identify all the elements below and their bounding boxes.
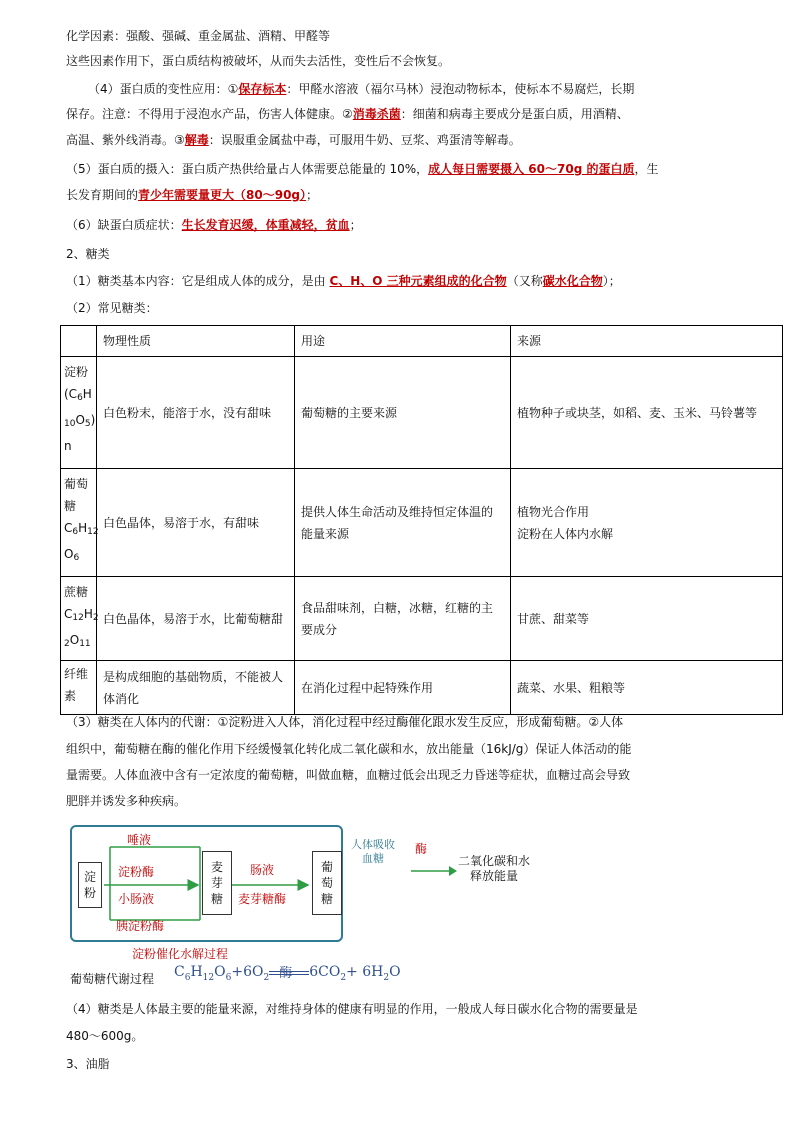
keyword-detox: 解毒 — [184, 133, 209, 147]
row-prop-cell: 是构成细胞的基础物质，不能被人体消化 — [97, 661, 295, 715]
label-enzyme: 酶 — [415, 842, 428, 856]
text-protein-intake-1: （5）蛋白质的摄入：蛋白质产热供给量占人体需要总能量的 10%，成人每日需要摄入 60～70g 的蛋白质，生 — [66, 162, 659, 176]
label-salivary-amylase: 淀粉酶 — [118, 865, 155, 879]
arrow-to-result — [409, 863, 459, 879]
table-header-cell — [61, 326, 97, 357]
keyword-teen-intake: 青少年需要量更大（80～90g） — [138, 188, 307, 202]
text-denature-app-2: 保存。注意：不得用于浸泡水产品，伤害人体健康。②消毒杀菌：细菌和病毒主要成分是蛋白质，用酒精、 — [66, 107, 629, 121]
text-protein-intake-2: 长发育期间的青少年需要量更大（80～90g）； — [66, 188, 319, 202]
keyword-adult-intake: 成人每日需要摄入 60～70g 的蛋白质 — [428, 162, 635, 176]
table-row — [61, 661, 783, 715]
box-starch: 淀粉 — [78, 862, 102, 908]
row-source-cell: 植物种子或块茎，如稻、麦、玉米、马铃薯等 — [511, 357, 783, 469]
row-prop-cell: 白色晶体，易溶于水，比葡萄糖甜 — [97, 577, 295, 661]
sugar-table — [60, 325, 783, 715]
text-main-energy-2: 480～600g。 — [66, 1029, 144, 1043]
text-denature-app-1: （4）蛋白质的变性应用：①保存标本：甲醛水溶液（福尔马林）浸泡动物标本，使标本不易腐烂，长期 — [88, 82, 635, 96]
label-maltase: 麦芽糖酶 — [238, 892, 287, 906]
starch-hydrolysis-diagram — [70, 825, 343, 942]
text-protein-deficiency: （6）缺蛋白质症状：生长发育迟缓，体重减轻，贫血； — [66, 218, 362, 232]
text-denature-app-3: 高温、紫外线消毒。③解毒：误服重金属盐中毒，可服用牛奶、豆浆、鸡蛋清等解毒。 — [66, 133, 521, 147]
text-denature-effect: 这些因素作用下，蛋白质结构被破坏，从而失去活性，变性后不会恢复。 — [66, 54, 451, 68]
row-use-cell: 提供人体生命活动及维持恒定体温的能量来源 — [295, 469, 511, 577]
label-intestinal-juice: 肠液 — [250, 863, 275, 877]
text-chem-factors: 化学因素：强酸、强碱、重金属盐、酒精、甲醛等 — [66, 29, 331, 43]
row-prop-cell: 白色晶体，易溶于水，有甜味 — [97, 469, 295, 577]
label-glucose-metabolism: 葡萄糖代谢过程 — [70, 972, 155, 986]
metabolism-equation: $C_6H_{12}O_6+6O_2$ 酶 $6CO_2+ 6H_2O$ — [174, 964, 401, 983]
row-source-cell: 植物光合作用 淀粉在人体内水解 — [511, 469, 783, 577]
row-name-cell: 葡萄 糖 $C_6H_{12}$ $O_6$ — [61, 469, 97, 577]
text-metabolism-4: 肥胖并诱发多种疾病。 — [66, 794, 187, 808]
text-sugar-basics: （1）糖类基本内容：它是组成人体的成分，是由 C、H、O 三种元素组成的化合物（又称碳水化合物）； — [66, 274, 621, 288]
keyword-preserve-specimen: 保存标本 — [238, 82, 287, 96]
table-row — [61, 469, 783, 577]
box-glucose: 葡萄糖 — [312, 851, 342, 915]
row-use-cell: 在消化过程中起特殊作用 — [295, 661, 511, 715]
text-common-sugars: （2）常见糖类： — [66, 301, 158, 315]
keyword-disinfect: 消毒杀菌 — [352, 107, 401, 121]
text-metabolism-2: 组织中，葡萄糖在酶的催化作用下经缓慢氧化转化成二氧化碳和水，放出能量（16kJ/g）保证人体活动的能 — [66, 742, 632, 756]
keyword-cho-compound: C、H、O 三种元素组成的化合物 — [329, 274, 507, 288]
text-main-energy-1: （4）糖类是人体最主要的能量来源，对维持身体的健康有明显的作用，一般成人每日碳水化合物的需要量是 — [66, 1002, 638, 1016]
row-source-cell: 甘蔗、甜菜等 — [511, 577, 783, 661]
row-use-cell: 葡萄糖的主要来源 — [295, 357, 511, 469]
heading-fats: 3、油脂 — [66, 1057, 110, 1071]
table-header-cell: 用途 — [295, 326, 511, 357]
label-body-absorb: 人体吸收 血糖 — [351, 838, 395, 865]
heading-sugars: 2、糖类 — [66, 247, 110, 261]
table-row — [61, 357, 783, 469]
text-metabolism-1: （3）糖类在人体内的代谢：①淀粉进入人体，消化过程中经过酶催化跟水发生反应，形成葡萄糖。②人体 — [66, 715, 624, 729]
text-metabolism-3: 量需要。人体血液中含有一定浓度的葡萄糖，叫做血糖，血糖过低会出现乏力昏迷等症状，血糖过高会导致 — [66, 768, 631, 782]
row-name-cell: 淀粉 ($C_6H$ $_{10}O_5$) n — [61, 357, 97, 469]
row-name-cell: 蔗糖 $C_{12}H_2$ $_2O_{11}$ — [61, 577, 97, 661]
table-header-row — [61, 326, 783, 357]
table-row — [61, 577, 783, 661]
row-name-cell: 纤维 素 — [61, 661, 97, 715]
keyword-deficiency-symptoms: 生长发育迟缓，体重减轻，贫血 — [181, 218, 350, 232]
table-header-cell: 物理性质 — [97, 326, 295, 357]
equation-enzyme: 酶 — [279, 966, 293, 981]
label-saliva: 唾液 — [127, 833, 152, 847]
keyword-carbohydrate: 碳水化合物 — [542, 274, 603, 288]
row-source-cell: 蔬菜、水果、粗粮等 — [511, 661, 783, 715]
label-small-intestine: 小肠液 — [118, 892, 155, 906]
diagram-caption: 淀粉催化水解过程 — [132, 947, 229, 961]
row-use-cell: 食品甜味剂，白糖，冰糖，红糖的主要成分 — [295, 577, 511, 661]
label-co2-water: 二氧化碳和水 释放能量 — [458, 854, 531, 883]
box-maltose: 麦芽糖 — [202, 851, 232, 915]
table-header-cell: 来源 — [511, 326, 783, 357]
label-pancreatic-amylase: 胰淀粉酶 — [116, 919, 165, 933]
row-prop-cell: 白色粉末，能溶于水，没有甜味 — [97, 357, 295, 469]
